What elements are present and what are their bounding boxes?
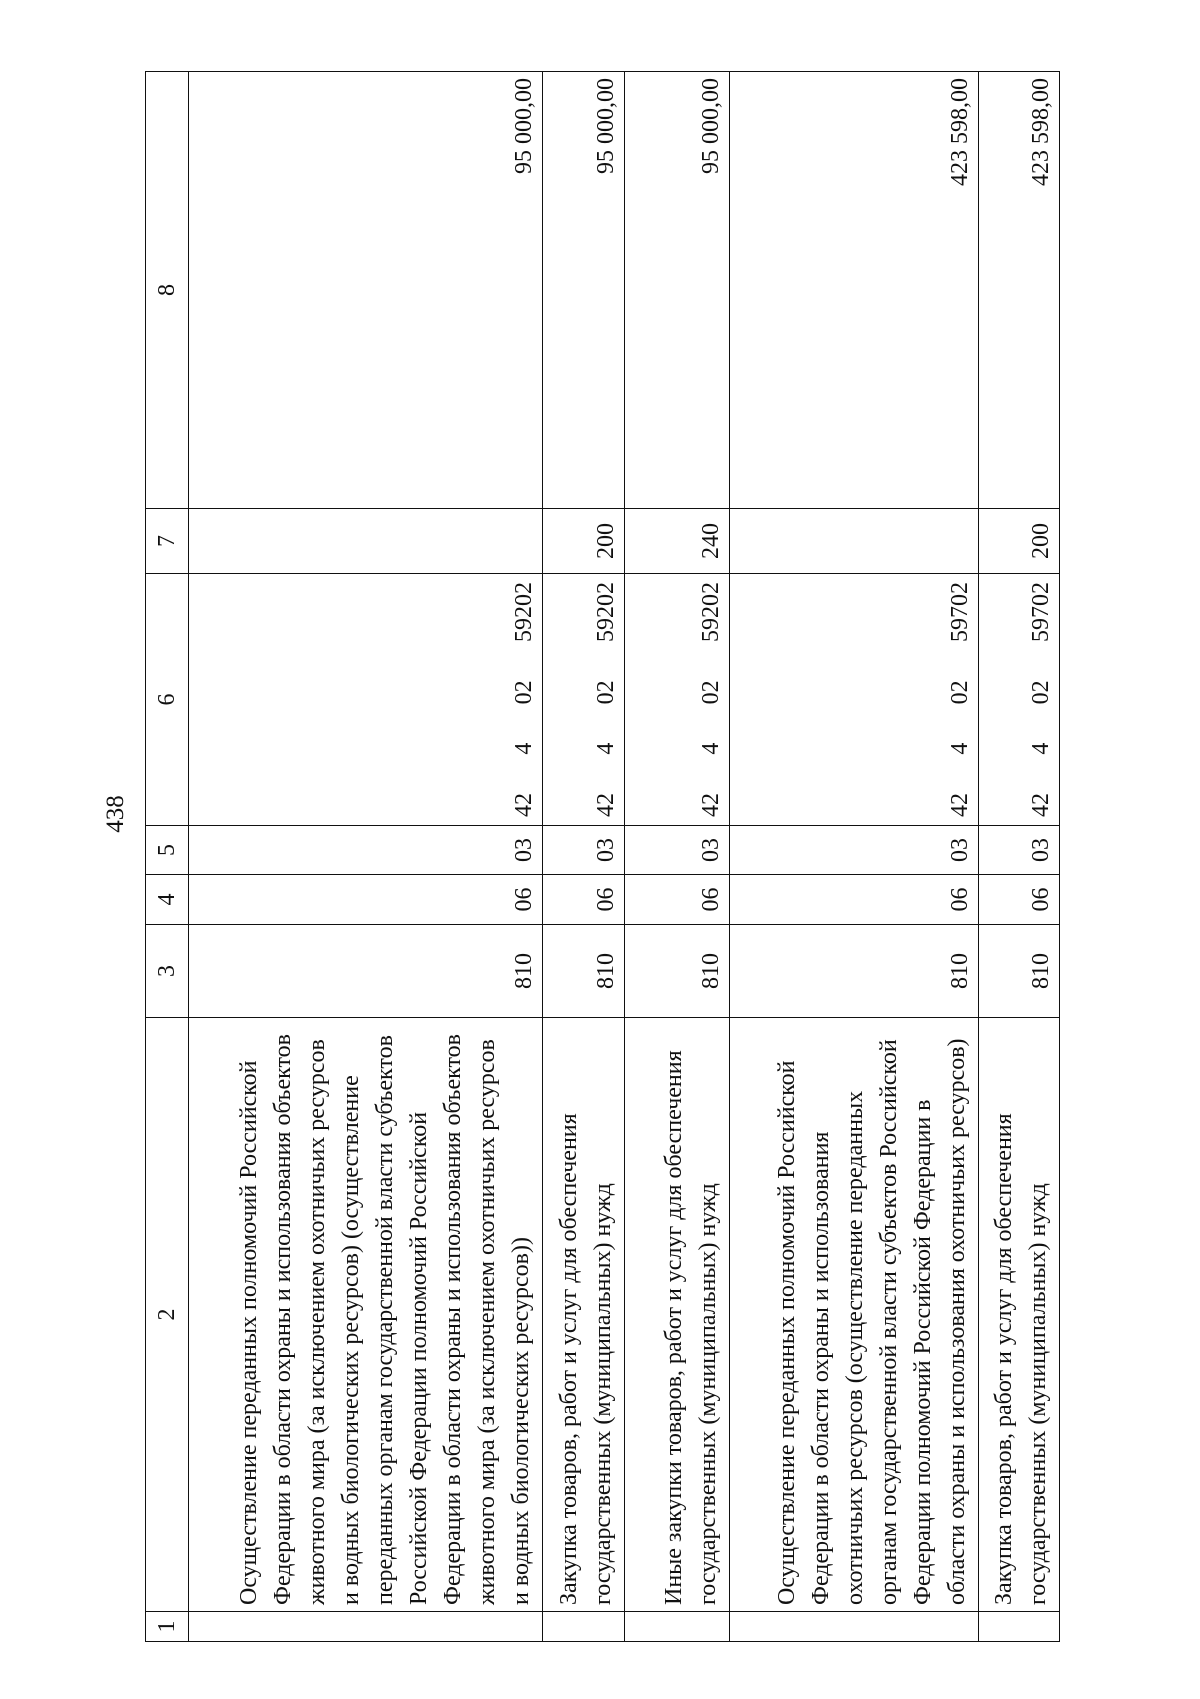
header-row	[146, 72, 189, 1642]
cell-vr: 240	[624, 509, 730, 574]
cell-rz: 06	[978, 875, 1059, 925]
cell-ved: 810	[189, 925, 543, 1018]
cell-csr	[189, 574, 543, 826]
cell-rz: 06	[730, 875, 978, 925]
table-row	[543, 72, 624, 1642]
rotated-table-container	[145, 72, 1060, 1642]
cell-name: Иные закупки товаров, работ и услуг для обеспечения государственных (муниципальных) нужд	[624, 1018, 730, 1612]
cell-amount: 423 598,00	[730, 72, 978, 509]
header-col-8: 8	[146, 72, 189, 509]
csr-part: 59202	[592, 582, 619, 643]
csr-part: 59702	[1028, 582, 1054, 643]
csr-part: 59202	[698, 582, 725, 643]
cell-pr: 03	[730, 826, 978, 875]
csr-part: 42	[511, 793, 538, 817]
csr-part: 02	[1028, 680, 1054, 705]
cell-csr	[624, 574, 730, 826]
cell-col-1	[543, 1612, 624, 1642]
cell-csr	[978, 574, 1059, 826]
csr-part: 4	[592, 742, 619, 755]
cell-pr: 03	[543, 826, 624, 875]
table-row	[624, 72, 730, 1642]
csr-part: 42	[1028, 793, 1054, 817]
cell-name: Осуществление переданных полномочий Российской Федерации в области охраны и использования объектов животного мира (за исключением охотничьих ресурсов и водных биологических ресурсов) (осуществление переданных органам государственной власти субъектов Российской Федерации полномочий Российской Федерации в области охраны и использования объектов животного мира (за исключением охотничьих ресурсов и водных биологических ресурсов))	[189, 1018, 543, 1612]
csr-part: 02	[946, 680, 973, 705]
csr-part: 59702	[946, 582, 973, 643]
cell-amount: 95 000,00	[624, 72, 730, 509]
cell-amount: 95 000,00	[543, 72, 624, 509]
cell-rz: 06	[189, 875, 543, 925]
header-col-3: 3	[146, 925, 189, 1018]
header-col-4: 4	[146, 875, 189, 925]
cell-col-1	[978, 1612, 1059, 1642]
csr-part: 4	[511, 742, 538, 755]
cell-pr: 03	[624, 826, 730, 875]
cell-name: Закупка товаров, работ и услуг для обеспечения государственных (муниципальных) нужд	[978, 1018, 1059, 1612]
header-col-1: 1	[146, 1612, 189, 1642]
csr-part: 02	[592, 680, 619, 705]
csr-part: 42	[592, 793, 619, 817]
table-row	[730, 72, 978, 1642]
csr-part: 4	[946, 742, 973, 755]
cell-amount: 95 000,00	[189, 72, 543, 509]
cell-col-1	[189, 1612, 543, 1642]
cell-name: Осуществление переданных полномочий Российской Федерации в области охраны и использования охотничьих ресурсов (осуществление переданных органам государственной власти субъектов Российской Федерации полномочий Российской Федерации в области охраны и использования охотничьих ресурсов)	[730, 1018, 978, 1612]
cell-amount: 423 598,00	[978, 72, 1059, 509]
table-row	[978, 72, 1059, 1642]
csr-part: 42	[946, 793, 973, 817]
header-col-2: 2	[146, 1018, 189, 1612]
cell-vr: 200	[978, 509, 1059, 574]
cell-ved: 810	[624, 925, 730, 1018]
cell-ved: 810	[978, 925, 1059, 1018]
csr-part: 4	[698, 742, 725, 755]
cell-rz: 06	[543, 875, 624, 925]
csr-part: 4	[1028, 742, 1054, 755]
cell-col-1	[730, 1612, 978, 1642]
header-col-5: 5	[146, 826, 189, 875]
cell-vr	[730, 509, 978, 574]
cell-vr	[189, 509, 543, 574]
cell-pr: 03	[189, 826, 543, 875]
cell-rz: 06	[624, 875, 730, 925]
csr-part: 59202	[511, 582, 538, 643]
csr-part: 02	[511, 680, 538, 705]
cell-ved: 810	[730, 925, 978, 1018]
csr-part: 42	[698, 793, 725, 817]
cell-ved: 810	[543, 925, 624, 1018]
page-number: 438	[102, 795, 129, 833]
cell-pr: 03	[978, 826, 1059, 875]
csr-part: 02	[698, 680, 725, 705]
header-col-6: 6	[146, 574, 189, 826]
budget-table	[145, 71, 1060, 1642]
cell-vr: 200	[543, 509, 624, 574]
header-col-7: 7	[146, 509, 189, 574]
cell-col-1	[624, 1612, 730, 1642]
cell-csr	[730, 574, 978, 826]
table-row	[189, 72, 543, 1642]
cell-csr	[543, 574, 624, 826]
cell-name: Закупка товаров, работ и услуг для обеспечения государственных (муниципальных) нужд	[543, 1018, 624, 1612]
